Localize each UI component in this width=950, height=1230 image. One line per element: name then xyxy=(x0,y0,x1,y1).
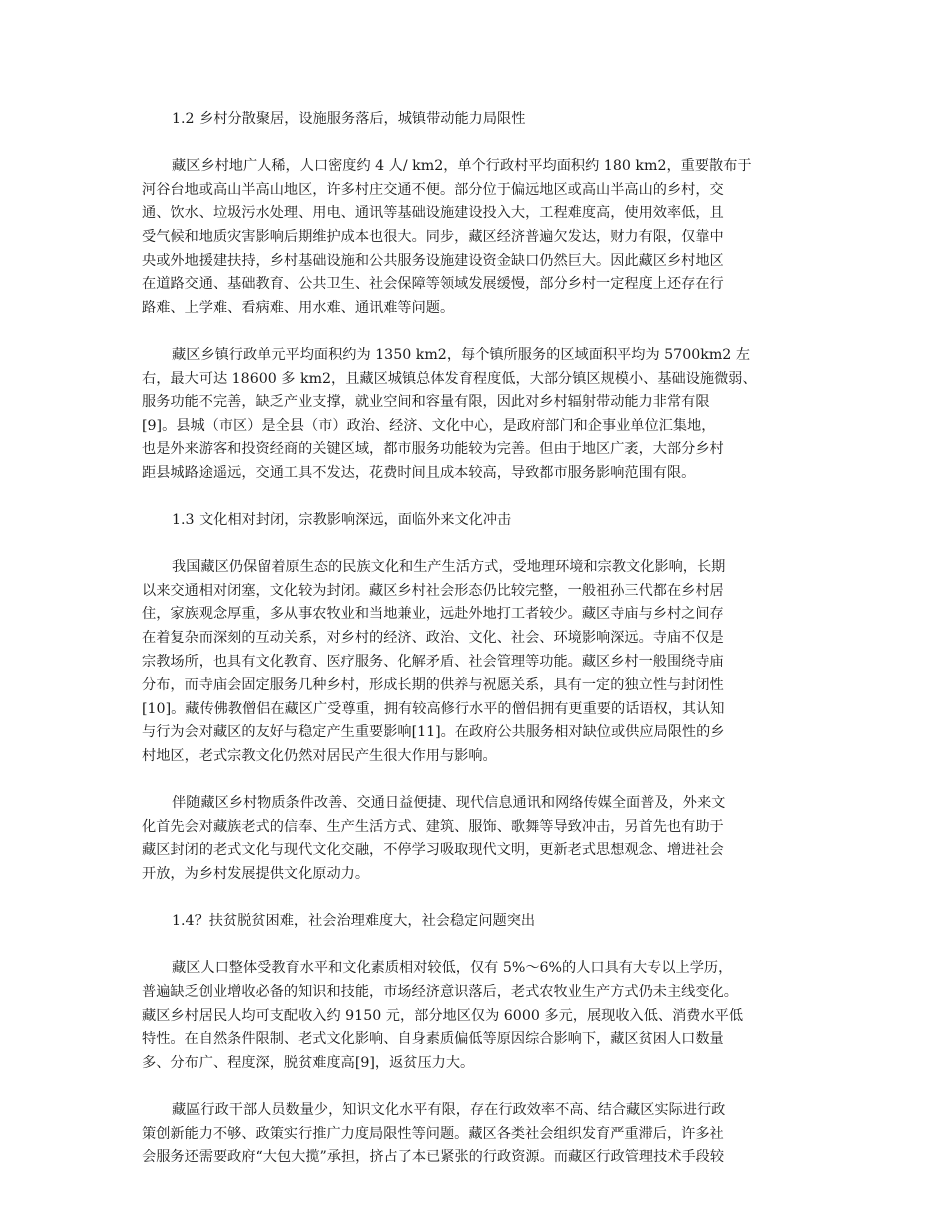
text-line: 藏區行政干部人员数量少，知识文化水平有限，存在行政效率不高、结合藏区实际进行政 xyxy=(172,1101,726,1118)
text-line: 策创新能力不够、政策实行推广力度局限性等问题。藏区各类社会组织发育严重滞后，许多社 xyxy=(142,1125,724,1142)
text-line: 特性。在自然条件限制、老式文化影响、自身素质偏低等原因综合影响下，藏区贫困人口数量 xyxy=(142,1031,724,1048)
text-line: 藏区乡村地广人稀，人口密度约 4 人/ km2，单个行政村平均面积约 180 km2，重要散布于 xyxy=(172,158,752,175)
text-line: 距县城路途遥远，交通工具不发达，花费时间且成本较高，导致都市服务影响范围有限。 xyxy=(142,464,696,481)
text-line: 也是外来游客和投资经商的关键区域，都市服务功能较为完善。但由于地区广袤，大部分乡村 xyxy=(142,441,724,458)
text-line: [9]。县城（市区）是全县（市）政治、经济、文化中心，是政府部门和企事业单位汇集地， xyxy=(142,417,716,434)
text-line: 通、饮水、垃圾污水处理、用电、通讯等基础设施建设投入大，工程难度高，使用效率低，且 xyxy=(142,205,724,222)
paragraph xyxy=(142,957,819,1075)
text-line: [10]。藏传佛教僧侣在藏区广受尊重，拥有较高修行水平的僧侣拥有更重要的话语权，其认知 xyxy=(142,700,725,717)
spacer xyxy=(142,769,819,793)
text-line: 藏区人口整体受教育水平和文化素质相对较低，仅有 5%～6%的人口具有大专以上学历， xyxy=(172,960,733,977)
spacer xyxy=(142,320,819,344)
text-line: 藏区封闭的老式文化与现代文化交融，不停学习吸取现代文明，更新老式思想观念、增进社会 xyxy=(142,842,724,859)
text-line: 村地区，老式宗教文化仍然对居民产生很大作用与影响。 xyxy=(142,748,497,765)
spacer xyxy=(142,486,819,510)
text-line: 在道路交通、基础教育、公共卫生、社会保障等领域发展缓慢，部分乡村一定程度上还存在行 xyxy=(142,276,724,293)
paragraph xyxy=(142,344,819,486)
section-heading: 1.2 乡村分散聚居，设施服务落后，城镇带动能力局限性 xyxy=(172,111,526,127)
text-line: 住，家族观念厚重，多从事农牧业和当地兼业，远赴外地打工者较少。藏区寺庙与乡村之间存 xyxy=(142,606,724,623)
text-line: 分布，而寺庙会固定服务几种乡村，形成长期的供养与祝愿关系，具有一定的独立性与封闭性 xyxy=(142,677,724,694)
text-line: 藏区乡村居民人均可支配收入约 9150 元，部分地区仅为 6000 多元，展现收入低、消费水平低 xyxy=(142,1007,744,1024)
text-line: 会服务还需要政府“大包大揽”承担，挤占了本已紧张的行政资源。而藏区行政管理技术手段较 xyxy=(142,1149,725,1166)
text-line: 右，最大可达 18600 多 km2，且藏区城镇总体发育程度低，大部分镇区规模小、基础设施微弱、 xyxy=(142,370,757,387)
spacer xyxy=(142,132,819,156)
text-line: 路难、上学难、看病难、用水难、通讯难等问题。 xyxy=(142,299,455,316)
text-line: 以来交通相对闭塞，文化较为封闭。藏区乡村社会形态仍比较完整，一般祖孙三代都在乡村居 xyxy=(142,582,724,599)
text-line: 与行为会对藏区的友好与稳定产生重要影响[11]。在政府公共服务相对缺位或供应局限性的乡 xyxy=(142,724,725,741)
section-heading: 1.4？扶贫脱贫困难，社会治理难度大，社会稳定问题突出 xyxy=(172,913,536,930)
spacer xyxy=(142,887,819,911)
text-line: 宗教场所，也具有文化教育、医疗服务、化解矛盾、社会管理等功能。藏区乡村一般围绕寺庙 xyxy=(142,653,724,670)
paragraph xyxy=(142,155,819,320)
paragraph xyxy=(142,1099,819,1170)
text-line: 藏区乡镇行政单元平均面积约为 1350 km2，每个镇所服务的区域面积平均为 5700km2 左 xyxy=(172,346,751,363)
text-line: 服务功能不完善，缺乏产业支撑，就业空间和容量有限，因此对乡村辐射带动能力非常有限 xyxy=(142,394,710,411)
text-line: 普遍缺乏创业增收必备的知识和技能，市场经济意识落后，老式农牧业生产方式仍未主线变化。 xyxy=(142,983,738,1000)
text-line: 伴随藏区乡村物质条件改善、交通日益便捷、现代信息通讯和网络传媒全面普及，外来文 xyxy=(172,795,726,812)
text-line: 受气候和地质灾害影响后期维护成本也很大。同步，藏区经济普遍欠发达，财力有限，仅靠中 xyxy=(142,228,724,245)
text-line: 化首先会对藏族老式的信奉、生产生活方式、建筑、服饰、歌舞等导致冲击，另首先也有助于 xyxy=(142,818,724,835)
paragraph xyxy=(142,792,819,886)
spacer xyxy=(142,533,819,557)
text-line: 开放，为乡村发展提供文化原动力。 xyxy=(142,866,370,882)
text-line: 在着复杂而深刻的互动关系，对乡村的经济、政治、文化、社会、环境影响深远。寺庙不仅是 xyxy=(142,630,724,647)
paragraph xyxy=(142,556,819,768)
section-heading: 1.3 文化相对封闭，宗教影响深远，面临外来文化冲击 xyxy=(172,512,512,529)
text-line: 河谷台地或高山半高山地区，许多村庄交通不便。部分位于偏远地区或高山半高山的乡村，交 xyxy=(142,181,724,198)
spacer xyxy=(142,1075,819,1099)
text-line: 我国藏区仍保留着原生态的民族文化和生产生活方式，受地理环境和宗教文化影响，长期 xyxy=(172,559,726,576)
text-line: 央或外地援建扶持，乡村基础设施和公共服务设施建设资金缺口仍然巨大。因此藏区乡村地区 xyxy=(142,252,724,269)
text-line: 多、分布广、程度深，脱贫难度高[9]，返贫压力大。 xyxy=(142,1054,475,1071)
spacer xyxy=(142,934,819,958)
